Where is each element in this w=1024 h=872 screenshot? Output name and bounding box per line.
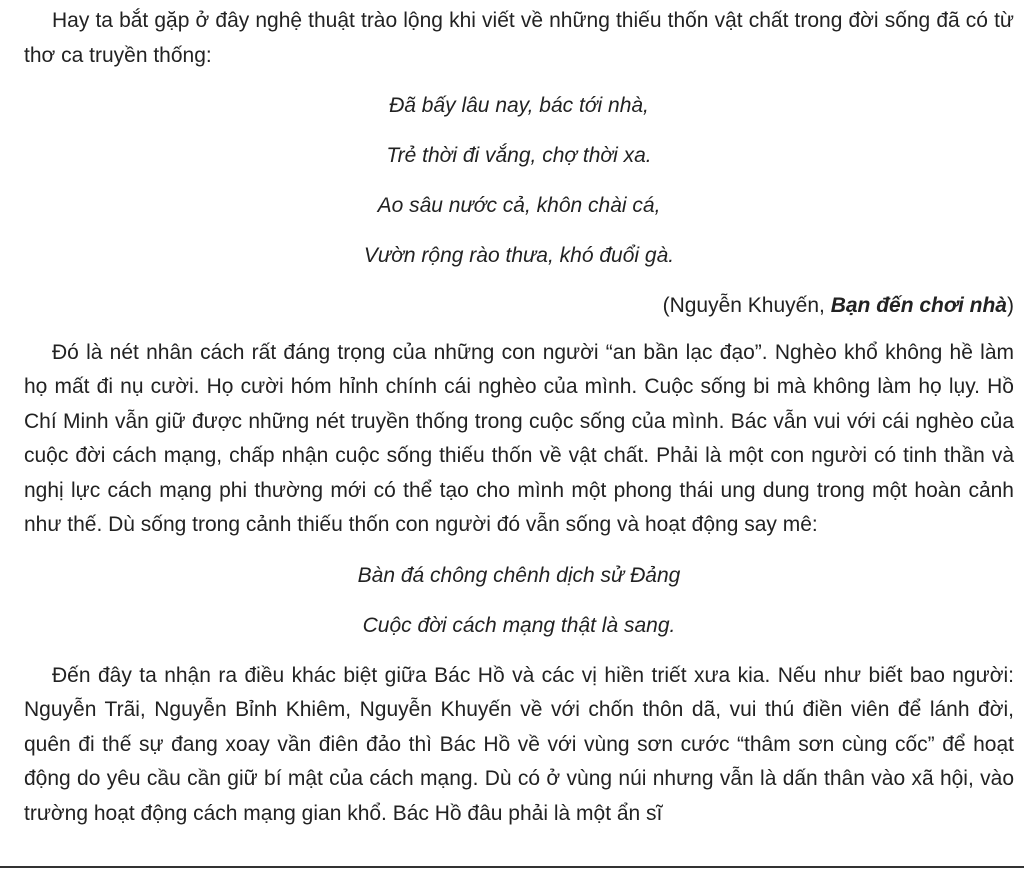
poem-line: Cuộc đời cách mạng thật là sang. xyxy=(362,613,676,637)
poem-line: Ao sâu nước cả, khôn chài cá, xyxy=(377,194,661,217)
poem-ban-den-choi-nha xyxy=(24,89,1014,274)
poem-source-citation xyxy=(24,289,1014,324)
poem-line: Trẻ thời đi vắng, chợ thời xa. xyxy=(386,144,652,167)
poem-line: Vườn rộng rào thưa, khó đuổi gà. xyxy=(363,244,675,267)
citation-author: (Nguyễn Khuyến, xyxy=(662,294,831,317)
paragraph-intro: Hay ta bắt gặp ở đây nghệ thuật trào lộng khi viết về những thiếu thốn vật chất trong đời sống đã có từ thơ ca truyền thống: xyxy=(24,9,1014,67)
poem-line: Bàn đá chông chênh dịch sử Đảng xyxy=(357,563,681,587)
poem-line: Đã bấy lâu nay, bác tới nhà, xyxy=(389,94,649,117)
paragraph-khac-biet: Đến đây ta nhận ra điều khác biệt giữa Bác Hồ và các vị hiền triết xưa kia. Nếu như biết bao người: Nguyễn Trãi, Nguyễn Bỉnh Khiêm, Nguyễn Khuyến về với chốn thôn dã, vui thú điền viên để lánh đời, quên đi thế sự đang xoay vần điên đảo thì Bác Hồ về với vùng sơn cước “thâm sơn cùng cốc” để hoạt động do yêu cầu cần giữ bí mật của cách mạng. Dù có ở vùng núi nhưng vẫn là dấn thân vào xã hội, vào trường hoạt động cách mạng gian khổ. Bác Hồ đâu phải là một ẩn sĩ xyxy=(24,663,1014,825)
citation-work-title: Bạn đến chơi nhà xyxy=(830,294,1007,317)
paragraph-an-ban-lac-dao: Đó là nét nhân cách rất đáng trọng của những con người “an bần lạc đạo”. Nghèo khổ không hề làm họ mất đi nụ cười. Họ cười hóm hỉnh chính cái nghèo của mình. Cuộc sống bi mà không làm họ lụy. Hồ Chí Minh vẫn giữ được những nét truyền thống trong cuộc sống của mình. Bác vẫn vui với cái nghèo của cuộc đời cách mạng, chấp nhận cuộc sống thiếu thốn về vật chất. Phải là một con người có tinh thần và nghị lực cách mạng phi thường mới có thể tạo cho mình một phong thái ung dung trong một hoàn cảnh như thế. Dù sống trong cảnh thiếu thốn con người đó vẫn sống và hoạt động say mê: xyxy=(24,340,1014,536)
poem-tuc-canh-pac-bo xyxy=(24,559,1014,644)
citation-close: ) xyxy=(1007,294,1014,317)
